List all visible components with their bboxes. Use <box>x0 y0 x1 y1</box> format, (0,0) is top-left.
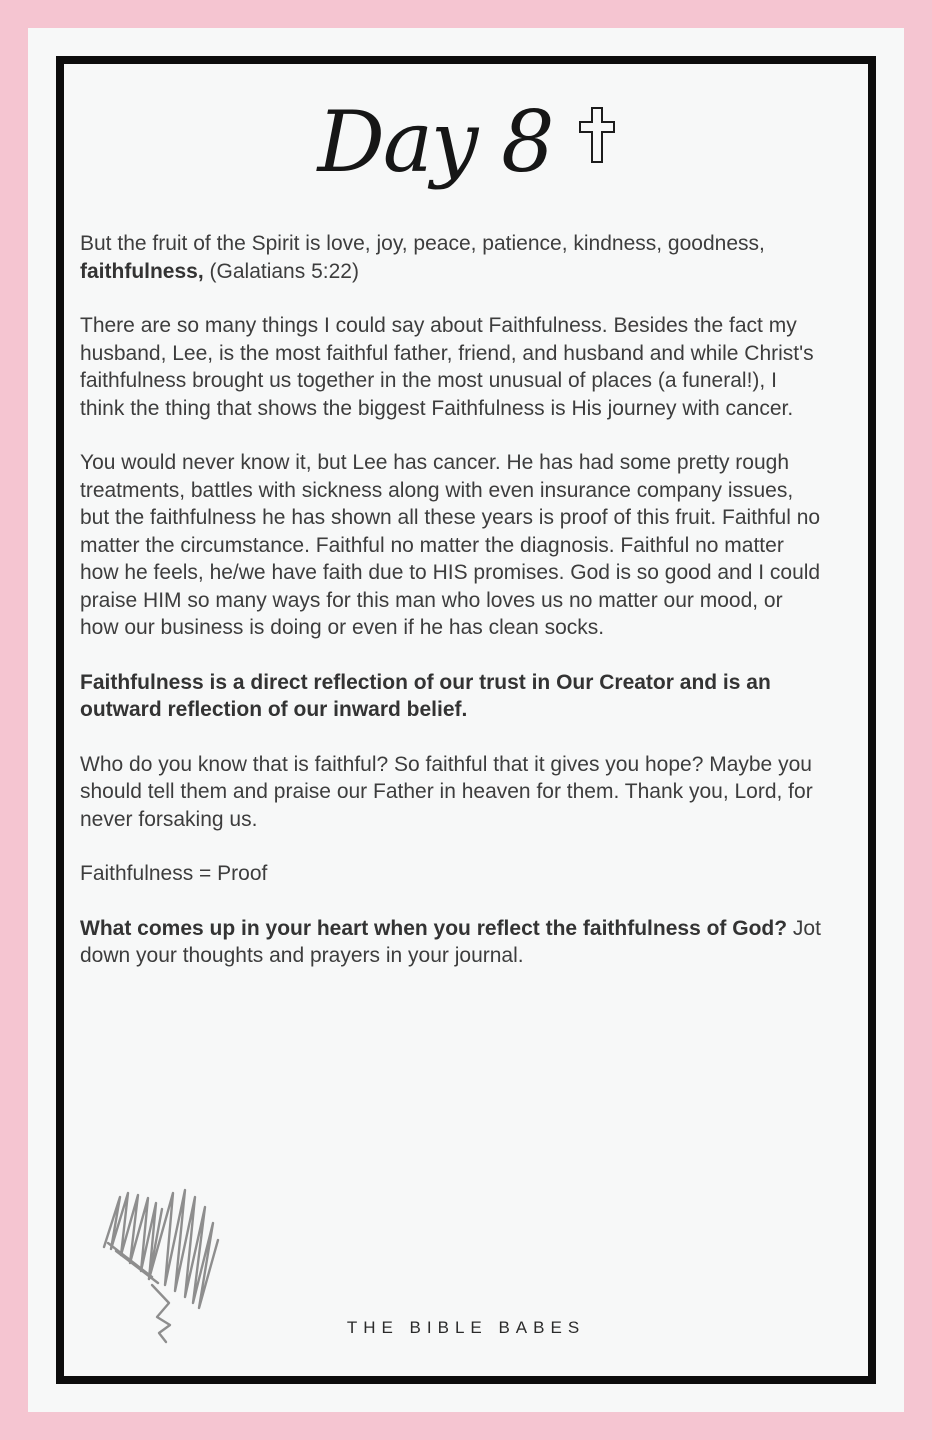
body-text <box>64 230 868 970</box>
paper-background <box>28 28 904 1412</box>
equation-line <box>80 860 824 888</box>
paragraph-text-bold: What comes up in your heart when you reflect the faithfulness of God? <box>80 916 788 940</box>
paragraph-text: But the fruit of the Spirit is love, joy, peace, patience, kindness, goodness, <box>80 232 765 255</box>
intro-paragraph <box>80 312 824 422</box>
journal-prompt <box>80 915 824 970</box>
page-title: Day 8 <box>317 93 553 191</box>
reflection-paragraph <box>80 751 824 834</box>
story-paragraph <box>80 449 824 642</box>
paragraph-text: Faithfulness = Proof <box>80 862 268 885</box>
paragraph-text: (Galatians 5:22) <box>203 259 359 283</box>
key-statement <box>80 669 824 724</box>
paragraph-text-bold: faithfulness, <box>80 259 204 283</box>
title-row <box>64 86 868 198</box>
paragraph-text: Jot down your thoughts and prayers in your journal. <box>80 916 821 967</box>
paragraph-text-bold: Faithfulness is a direct reflection of our trust in Our Creator and is an outward reflection of our inward belief. <box>80 670 771 721</box>
footer-brand: THE BIBLE BABES <box>346 1318 586 1337</box>
scripture-verse <box>80 230 824 285</box>
framed-content <box>56 56 876 1384</box>
paragraph-text: Who do you know that is faithful? So faithful that it gives you hope? Maybe you should tell them and praise our Father in heaven for them. Thank you, Lord, for never forsaking us. <box>80 752 813 831</box>
paragraph-text: You would never know it, but Lee has cancer. He has had some pretty rough treatments, battles with sickness along with even insurance company issues, but the faithfulness he has shown all these years is proof of this fruit. Faithful no matter the circumstance. Faithful no matter the diagnosis. Faithful no matter how he feels, he/we have faith due to HIS promises. God is so good and I could praise HIM so many ways for this man who loves us no matter our mood, or how our business is doing or even if he has clean socks. <box>80 451 821 639</box>
paragraph-text: There are so many things I could say about Faithfulness. Besides the fact my husband, Lee, is the most faithful father, friend, and husband and while Christ's faithfulness brought us together in the most unusual of places (a funeral!), I think the thing that shows the biggest Faithfulness is His journey with cancer. <box>80 314 814 420</box>
cross-icon <box>579 107 615 163</box>
